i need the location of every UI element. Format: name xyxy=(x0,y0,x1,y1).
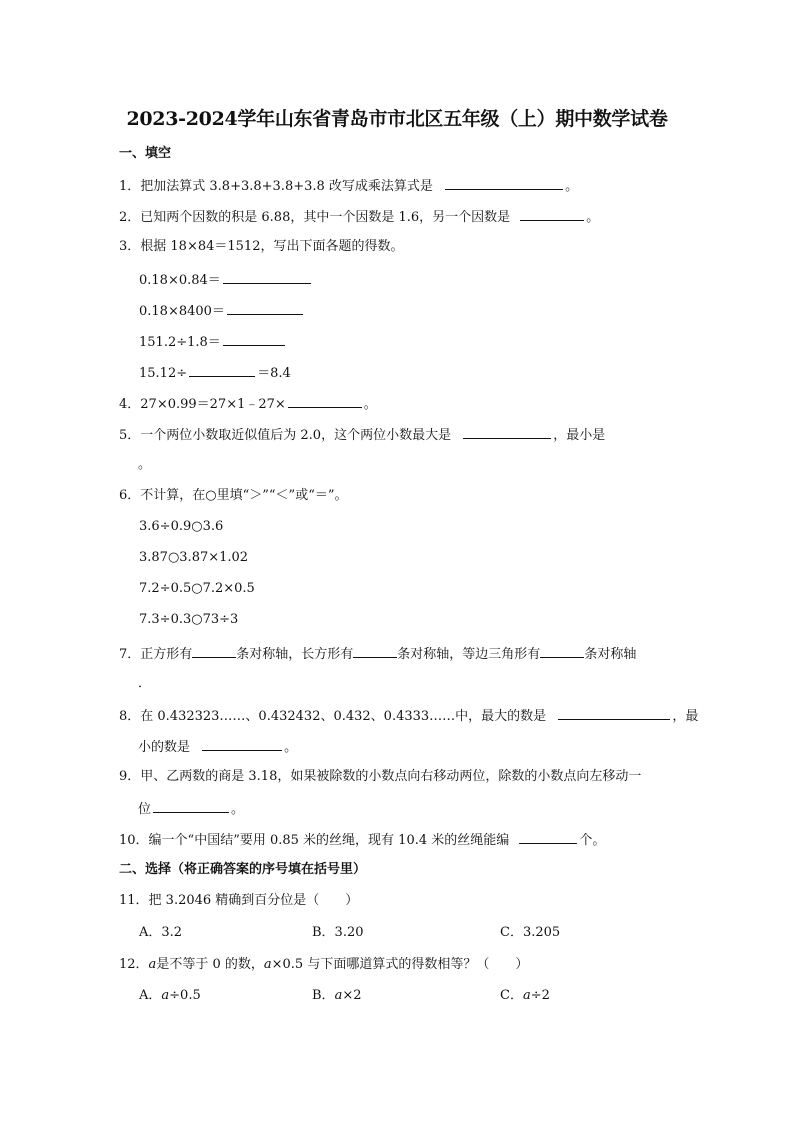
question-10 xyxy=(119,830,605,850)
question-12 xyxy=(119,956,528,974)
question-3a xyxy=(139,270,313,290)
question-11: 11．把 3.2046 精确到百分位是（ ） xyxy=(119,893,359,908)
question-8-end: 。 xyxy=(284,740,298,755)
question-10-end: 个。 xyxy=(579,833,606,848)
question-8-line2 xyxy=(138,737,297,757)
option-rest: ×2 xyxy=(342,988,362,1003)
question-11-option-c[interactable]: C．3.205 xyxy=(500,925,561,940)
answer-blank[interactable] xyxy=(227,301,303,315)
question-9: 9．甲、乙两数的商是 3.18，如果被除数的小数点向右移动两位，除数的小数点向左移动一 xyxy=(119,769,642,784)
answer-blank[interactable] xyxy=(189,363,255,377)
option-var: a xyxy=(334,988,343,1003)
answer-blank[interactable] xyxy=(445,176,563,190)
option-rest: ÷2 xyxy=(530,988,550,1003)
question-7-part4: 条对称轴 xyxy=(584,647,637,662)
question-7-part3: 条对称轴，等边三角形有 xyxy=(397,647,541,662)
question-7 xyxy=(119,644,636,664)
question-5-mid: ，最小是 xyxy=(553,428,606,443)
question-2-text: 2．已知两个因数的积是 6.88，其中一个因数是 1.6，另一个因数是 xyxy=(119,210,511,225)
question-6c: 7.2÷0.5○7.2×0.5 xyxy=(139,581,255,596)
question-1 xyxy=(119,176,578,196)
answer-blank[interactable] xyxy=(558,706,670,720)
question-9-line2-text: 位 xyxy=(138,802,152,817)
question-11-option-a[interactable]: A．3.2 xyxy=(139,925,183,940)
question-10-text: 10．编一个“中国结”要用 0.85 米的丝绳，现有 10.4 米的丝绳能编 xyxy=(119,833,510,848)
question-8-line2-text: 小的数是 xyxy=(138,740,191,755)
answer-blank[interactable] xyxy=(223,270,311,284)
question-3d-post: ＝8.4 xyxy=(257,366,291,381)
option-var: a xyxy=(161,988,170,1003)
question-5-line2: 。 xyxy=(138,457,152,472)
question-3d-pre: 15.12÷ xyxy=(139,366,188,381)
question-7-line2: ． xyxy=(138,676,152,691)
question-8-mid: ，最 xyxy=(672,709,699,724)
question-12-option-a[interactable] xyxy=(139,987,201,1005)
option-label: C． xyxy=(500,988,523,1003)
question-3d xyxy=(139,363,291,383)
question-7-part1: 7．正方形有 xyxy=(119,647,193,662)
option-var: a xyxy=(522,988,531,1003)
question-9-line2 xyxy=(138,799,244,819)
question-1-text: 1．把加法算式 3.8+3.8+3.8+3.8 改写成乘法算式是 xyxy=(119,179,433,194)
question-6: 6．不计算，在○里填“＞”“＜”或“＝”。 xyxy=(119,488,348,503)
answer-blank[interactable] xyxy=(463,425,551,439)
section-heading-choice: 二、选择（将正确答案的序号填在括号里） xyxy=(119,862,367,877)
question-7-part2: 条对称轴，长方形有 xyxy=(236,647,354,662)
page-title: 2023-2024学年山东省青岛市市北区五年级（上）期中数学试卷 xyxy=(126,108,668,130)
question-6d: 7.3÷0.3○73÷3 xyxy=(139,612,239,627)
section-heading-fill: 一、填空 xyxy=(119,146,172,161)
answer-blank[interactable] xyxy=(519,830,577,844)
question-3b xyxy=(139,301,305,321)
question-11-option-b[interactable]: B．3.20 xyxy=(312,925,364,940)
question-6a: 3.6÷0.9○3.6 xyxy=(139,519,224,534)
question-3b-text: 0.18×8400＝ xyxy=(139,304,225,319)
option-label: B． xyxy=(312,988,335,1003)
question-12-option-c[interactable] xyxy=(500,987,550,1005)
answer-blank[interactable] xyxy=(153,799,229,813)
question-5 xyxy=(119,425,605,445)
option-rest: ÷0.5 xyxy=(169,988,201,1003)
question-2-end: 。 xyxy=(586,210,600,225)
question-3a-text: 0.18×0.84＝ xyxy=(139,273,221,288)
question-12-var2: a xyxy=(263,957,272,972)
answer-blank[interactable] xyxy=(353,644,397,658)
answer-blank[interactable] xyxy=(223,332,285,346)
question-12-var: a xyxy=(148,957,157,972)
question-3c xyxy=(139,332,287,352)
question-12-text2: ×0.5 与下面哪道算式的得数相等？（ ） xyxy=(271,957,529,972)
question-9-end: 。 xyxy=(231,802,245,817)
answer-blank[interactable] xyxy=(288,394,362,408)
question-3: 3．根据 18×84＝1512，写出下面各题的得数。 xyxy=(119,239,404,254)
question-4 xyxy=(119,394,377,414)
answer-blank[interactable] xyxy=(540,644,584,658)
question-12-text: 是不等于 0 的数， xyxy=(156,957,264,972)
option-label: A． xyxy=(139,988,162,1003)
question-12-num: 12． xyxy=(119,957,149,972)
question-4-text: 4．27×0.99＝27×1﹣27× xyxy=(119,397,286,412)
answer-blank[interactable] xyxy=(202,737,282,751)
question-8-text: 8．在 0.432323……、0.432432、0.432、0.4333……中，最大的数是 xyxy=(119,709,547,724)
question-8 xyxy=(119,706,698,726)
question-1-end: 。 xyxy=(565,179,579,194)
question-6b: 3.87○3.87×1.02 xyxy=(139,550,249,565)
question-3c-text: 151.2÷1.8＝ xyxy=(139,335,221,350)
question-2 xyxy=(119,207,599,227)
question-4-end: 。 xyxy=(363,397,377,412)
question-12-option-b[interactable] xyxy=(312,987,362,1005)
answer-blank[interactable] xyxy=(520,207,584,221)
answer-blank[interactable] xyxy=(192,644,236,658)
question-5-text: 5．一个两位小数取近似值后为 2.0，这个两位小数最大是 xyxy=(119,428,452,443)
